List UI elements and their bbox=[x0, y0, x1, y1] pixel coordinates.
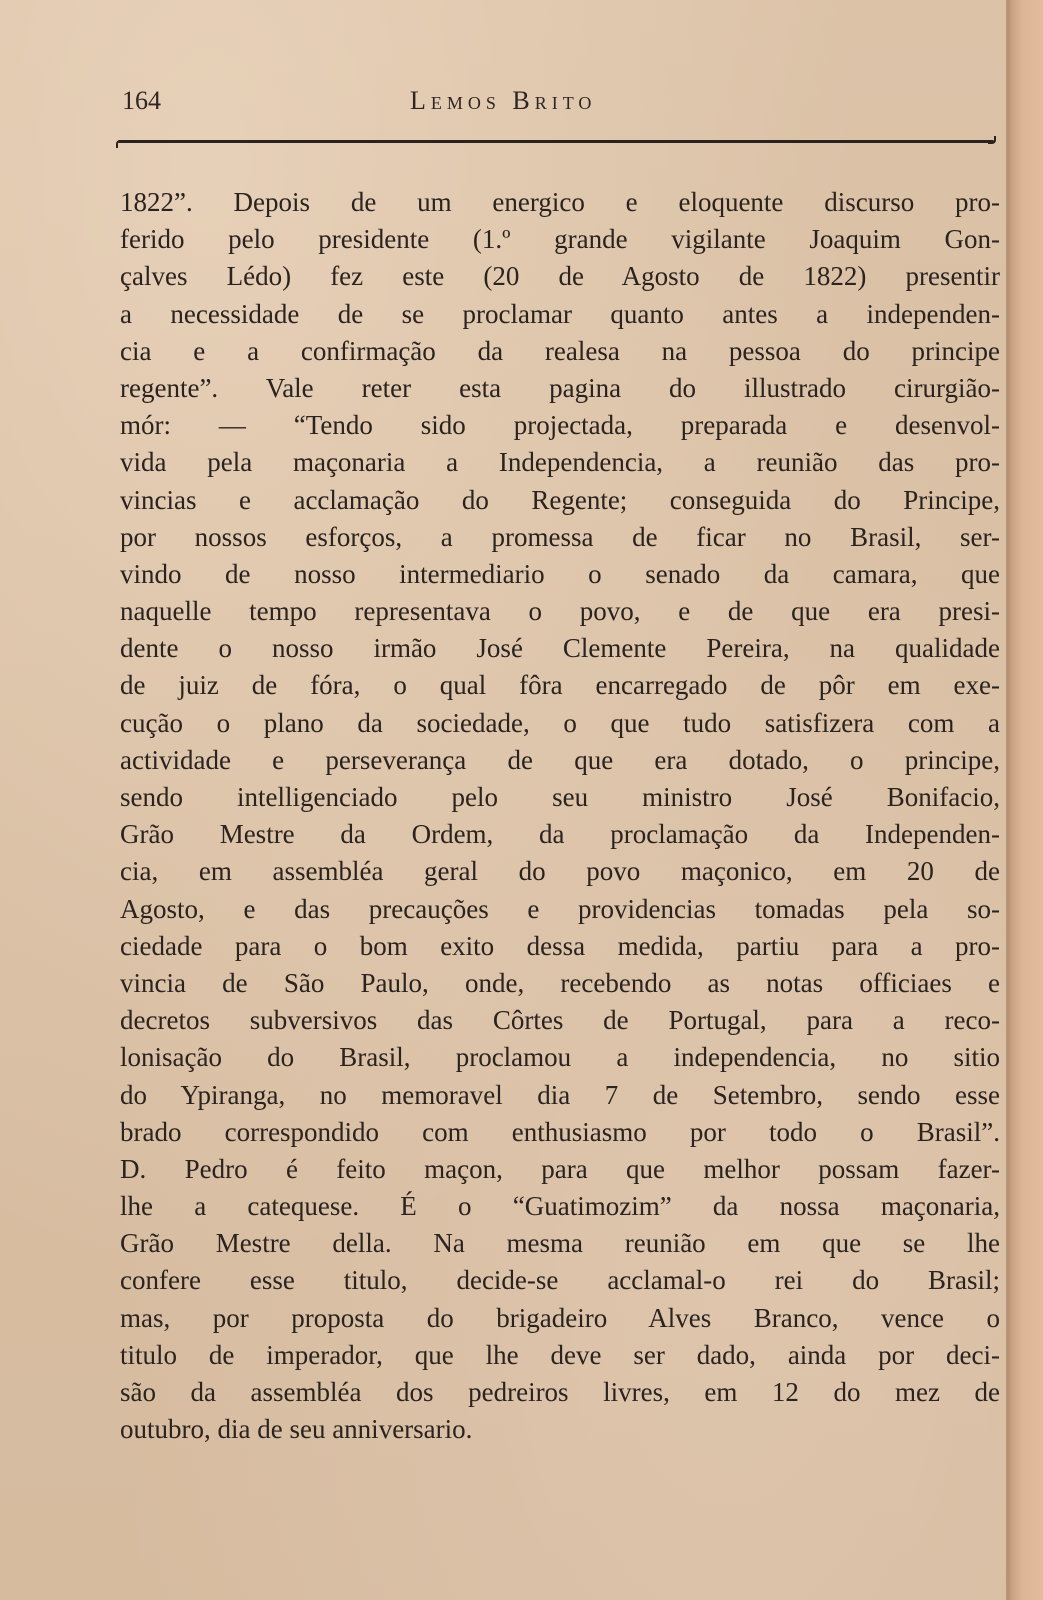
text-line: decretos subversivos das Côrtes de Portugal, para a reco- bbox=[120, 1005, 1000, 1036]
text-line: çalves Lédo) fez este (20 de Agosto de 1822) presentir bbox=[120, 261, 1000, 292]
text-line: cia e a confirmação da realesa na pessoa do principe bbox=[120, 335, 1000, 366]
text-line: lonisação do Brasil, proclamou a independencia, no sitio bbox=[120, 1042, 1000, 1073]
text-line: são da assembléa dos pedreiros livres, em 12 do mez de bbox=[120, 1377, 1000, 1407]
text-line: dente o nosso irmão José Clemente Pereira, na qualidade bbox=[120, 633, 1000, 664]
text-line: vida pela maçonaria a Independencia, a reunião das pro- bbox=[120, 447, 1000, 478]
running-head bbox=[122, 86, 992, 126]
page-number: 164 bbox=[122, 86, 161, 115]
text-line: vincia de São Paulo, onde, recebendo as notas officiaes e bbox=[120, 967, 1000, 998]
text-line: regente”. Vale reter esta pagina do illustrado cirurgião- bbox=[120, 372, 1000, 403]
text-line: confere esse titulo, decide-se acclamal-o rei do Brasil; bbox=[120, 1265, 1000, 1296]
text-line: por nossos esforços, a promessa de ficar no Brasil, ser- bbox=[120, 521, 1000, 552]
text-line: de juiz de fóra, o qual fôra encarregado de pôr em exe- bbox=[120, 670, 1000, 701]
header-rule-divider bbox=[118, 140, 994, 143]
text-line: sendo intelligenciado pelo seu ministro José Bonifacio, bbox=[120, 782, 1000, 812]
text-line: ciedade para o bom exito dessa medida, partiu para a pro- bbox=[120, 930, 1000, 961]
book-gutter bbox=[1008, 0, 1043, 1600]
text-line: cução o plano da sociedade, o que tudo satisfizera com a bbox=[120, 707, 1000, 738]
text-line: vindo de nosso intermediario o senado da camara, que bbox=[120, 558, 1000, 589]
running-title: Lemos Brito bbox=[410, 86, 597, 115]
text-line: a necessidade de se proclamar quanto antes a independen- bbox=[120, 298, 1000, 329]
text-line: mór: — “Tendo sido projectada, preparada e desenvol- bbox=[120, 410, 1000, 441]
body-text bbox=[120, 184, 1000, 1448]
text-line: 1822”. Depois de um energico e eloquente discurso pro- bbox=[120, 187, 1000, 217]
text-line: naquelle tempo representava o povo, e de que era presi- bbox=[120, 596, 1000, 627]
text-line: Grão Mestre della. Na mesma reunião em que se lhe bbox=[120, 1228, 1000, 1259]
text-line: actividade e perseverança de que era dotado, o principe, bbox=[120, 744, 1000, 775]
text-line: mas, por proposta do brigadeiro Alves Branco, vence o bbox=[120, 1302, 1000, 1333]
text-line: D. Pedro é feito maçon, para que melhor possam fazer- bbox=[120, 1153, 1000, 1184]
text-line: ferido pelo presidente (1.º grande vigilante Joaquim Gon- bbox=[120, 224, 1000, 255]
text-line: do Ypiranga, no memoravel dia 7 de Setembro, sendo esse bbox=[120, 1079, 1000, 1110]
text-line: Grão Mestre da Ordem, da proclamação da Independen- bbox=[120, 819, 1000, 850]
text-line: brado correspondido com enthusiasmo por todo o Brasil”. bbox=[120, 1116, 1000, 1147]
text-line: lhe a catequese. É o “Guatimozim” da nossa maçonaria, bbox=[120, 1191, 1000, 1222]
text-line: Agosto, e das precauções e providencias tomadas pela so- bbox=[120, 893, 1000, 924]
text-line: cia, em assembléa geral do povo maçonico, em 20 de bbox=[120, 856, 1000, 887]
text-line: vincias e acclamação do Regente; conseguida do Principe, bbox=[120, 484, 1000, 515]
text-line-last: outubro, dia de seu anniversario. bbox=[120, 1414, 473, 1445]
text-line: titulo de imperador, que lhe deve ser dado, ainda por deci- bbox=[120, 1339, 1000, 1370]
